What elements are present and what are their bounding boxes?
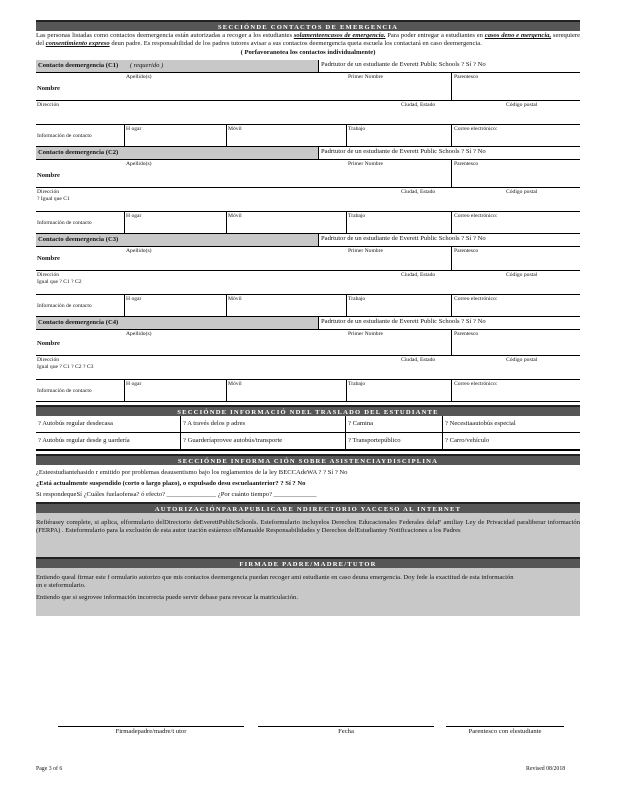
section-emergency-contacts-title: SECCIÓNDE CONTACTOS DE EMERGENCIA <box>36 20 580 31</box>
ciudad-estado-label: Ciudad, Estado <box>401 101 436 108</box>
nombre-label: Nombre <box>37 339 60 347</box>
info-contacto-label: Información de contacto <box>37 387 92 394</box>
hogar-label: H ogar <box>126 125 142 132</box>
hogar-label: H ogar <box>126 295 142 302</box>
directory-text: Refiérasey complete, si aplica, elformulario delDirectorio deEverettPublicSchools. Esteformulario incluyelos Derechos Educacionales Federales delaF amiliay Ley de Privacidad paraliberar información (FERPA) . Esteformulario para la exclusión de esta autor ización estáenxo elManualde Responsabilidades y Derechos delEstudiantey Notificaciones a los Padres <box>36 513 580 557</box>
signature-statement-line1: Entiendo queal firmar este f ormulario autorizo que mis contactos deemergencia puedan recoger ami estudiante en caso deuna emergencia. Doy fede la exactitud de esta información en e steformulario. <box>36 573 514 589</box>
signature-statement <box>36 568 580 616</box>
page-number: Page 3 of 6 <box>36 766 63 772</box>
transport-option[interactable]: ? Carro/vehículo <box>445 436 490 444</box>
intro-part2: Para poder entregar a estudiantes en <box>387 32 483 39</box>
transport-option[interactable]: ? Guarderíaprovee autobús/transporte <box>181 433 346 449</box>
contact-info-row <box>36 212 580 233</box>
suspension-question[interactable]: ¿Está actualmente suspendido (corto o largo plazo), o expulsado desu escuelaanterior? ? Sí ? No <box>36 479 306 487</box>
primer-nombre-label: Primer Nombre <box>348 160 383 167</box>
info-contacto-label: Información de contacto <box>37 219 92 226</box>
signature-line <box>58 726 244 727</box>
emergency-intro-text <box>36 31 580 49</box>
contact-header-row <box>36 317 580 330</box>
transport-option[interactable]: ? A través delos p adres <box>181 416 346 432</box>
parent-question[interactable]: Padrtutor de un estudiante de Everett Public Schools ? Sí ? No <box>321 60 486 68</box>
divider <box>451 247 452 270</box>
primer-nombre-label: Primer Nombre <box>348 73 383 80</box>
apellido-label: Apellido(s) <box>126 73 152 80</box>
apellido-label: Apellido(s) <box>126 160 152 167</box>
trabajo-label: Trabajo <box>348 125 366 132</box>
parentesco-label: Parentesco <box>454 160 479 167</box>
section-transport-title: SECCIÓNDE INFORMACIÓ NDEL TRASLADO DEL ESTUDIANTE <box>36 405 580 416</box>
intro-part4: deun padre. Es responsabilidad de los padres tutores avisar a sus contactos deemergencia queia escuela los contactará en caso deemergencia. <box>111 40 482 48</box>
transport-option[interactable]: ? Camina <box>346 416 443 432</box>
transport-options-row2 <box>36 433 580 451</box>
same-as-option[interactable]: ? Igual que C1 <box>37 195 70 202</box>
parentesco-label: Parentesco <box>454 247 479 254</box>
contact-title <box>36 317 318 329</box>
ciudad-estado-label: Ciudad, Estado <box>401 188 436 195</box>
movil-label: Móvil <box>228 380 242 387</box>
parent-question[interactable]: Padrtutor de un estudiante de Everett Public Schools ? Sí ? No <box>321 234 486 242</box>
contact-header-row <box>36 60 580 73</box>
emergency-contact-block <box>36 317 580 402</box>
nombre-label: Nombre <box>37 171 60 179</box>
ciudad-estado-label: Ciudad, Estado <box>401 271 436 278</box>
apellido-label: Apellido(s) <box>126 247 152 254</box>
emergency-contact-block <box>36 147 580 234</box>
apellido-label: Apellido(s) <box>126 330 152 337</box>
signature-statement-line2: Entiendo que si segrovee información incorrecta puede servir debase para revocar la matriculación. <box>36 594 298 602</box>
correo-label: Correo electrónico: <box>454 295 498 302</box>
required-note: ( requerido ) <box>129 61 164 69</box>
date-label: Fecha <box>338 728 354 735</box>
divider <box>346 380 347 401</box>
contact-title-text: Contacto deemergencia (C2) <box>38 148 119 156</box>
intro-underline1: solamenteencasos de emergencia. <box>293 32 386 39</box>
contact-title-text: Contacto deemergencia (C4) <box>38 318 119 326</box>
contact-title-text: Contacto deemergencia (C3) <box>38 235 119 243</box>
contact-name-row <box>36 160 580 188</box>
primer-nombre-label: Primer Nombre <box>348 247 383 254</box>
ciudad-estado-label: Ciudad, Estado <box>401 356 436 363</box>
contact-address-row <box>36 101 580 125</box>
divider <box>451 125 452 146</box>
emergency-contact-block <box>36 234 580 317</box>
nombre-label: Nombre <box>37 254 60 262</box>
intro-part3: serequiere del <box>36 32 580 48</box>
list-individually-note: ( Porfavoranotea los contactos individualmente) <box>240 49 376 57</box>
info-contacto-label: Información de contacto <box>37 132 92 139</box>
relation-label: Parentesco con elestudiante <box>468 728 542 735</box>
becca-question[interactable]: ¿Esteestudiantehasido r emitido por problemas deausentismo bajo los reglamentos de la ley BECCAdeWA ? ? Sí ? No <box>36 468 348 476</box>
contact-title <box>36 234 318 246</box>
contact-header-row <box>36 234 580 247</box>
divider <box>346 295 347 316</box>
transport-option[interactable]: ? Necesitaautobús especial <box>445 419 516 427</box>
divider <box>451 295 452 316</box>
parent-signature-label: Firmadepadre/madre/t utor <box>115 728 187 735</box>
revised-date: Revised 08/2018 <box>526 766 566 772</box>
divider <box>318 147 319 159</box>
hogar-label: H ogar <box>126 380 142 387</box>
relation-field[interactable] <box>446 726 564 736</box>
date-field[interactable] <box>258 726 434 736</box>
direccion-label: Dirección <box>37 188 60 195</box>
correo-label: Correo electrónico: <box>454 212 498 219</box>
correo-label: Correo electrónico: <box>454 125 498 132</box>
codigo-postal-label: Código postal <box>506 356 538 363</box>
divider <box>451 160 452 187</box>
contact-address-row <box>36 271 580 295</box>
divider <box>226 380 227 401</box>
direccion-label: Dirección <box>37 356 60 363</box>
divider <box>124 380 125 401</box>
divider <box>451 380 452 401</box>
contact-address-row <box>36 356 580 380</box>
parentesco-label: Parentesco <box>454 330 479 337</box>
parent-question[interactable]: Padrtutor de un estudiante de Everett Public Schools ? Sí ? No <box>321 147 486 155</box>
contact-name-row <box>36 247 580 271</box>
same-as-option[interactable]: Igual que ? C1 ? C2 <box>37 278 82 285</box>
divider <box>451 330 452 355</box>
emergency-contact-block <box>36 60 580 147</box>
codigo-postal-label: Código postal <box>506 188 538 195</box>
divider <box>226 212 227 233</box>
nombre-label: Nombre <box>37 84 60 92</box>
section-attendance-title: SECCIÓNDE INFORMA CIÓN SOBRE ASISTENCIAYDISCIPLINA <box>36 454 580 465</box>
primer-nombre-label: Primer Nombre <box>348 330 383 337</box>
contact-info-row <box>36 380 580 401</box>
transport-option[interactable]: ? Autobús regular desdecasa <box>36 416 181 432</box>
contact-title-text: Contacto deemergencia (C1) <box>38 61 119 69</box>
same-as-option[interactable]: Igual que ? C1 ? C2 ? C3 <box>37 363 94 370</box>
section-directory-title: AUTORIZACIÓNPARAPUBLICARE NDIRECTORIO YACCESO AL INTERNET <box>36 502 580 513</box>
relation-line <box>446 726 564 727</box>
codigo-postal-label: Código postal <box>506 101 538 108</box>
intro-underline2: casos deno e mergencia, <box>484 32 552 39</box>
divider <box>226 295 227 316</box>
section-signature-title: FIRMADE PADRE/MADRE/TUTOR <box>36 557 580 568</box>
transport-options-row1 <box>36 416 580 433</box>
date-line <box>258 726 434 727</box>
contact-name-row <box>36 330 580 356</box>
transport-option[interactable]: ? Transportepúblico <box>346 433 443 449</box>
direccion-label: Dirección <box>37 101 60 108</box>
divider <box>318 234 319 246</box>
trabajo-label: Trabajo <box>348 295 366 302</box>
form-page <box>36 20 580 616</box>
divider <box>451 212 452 233</box>
contact-title <box>36 60 318 72</box>
contact-address-row <box>36 188 580 212</box>
correo-label: Correo electrónico: <box>454 380 498 387</box>
parent-signature-field[interactable] <box>58 726 244 736</box>
parentesco-label: Parentesco <box>454 73 479 80</box>
hogar-label: H ogar <box>126 212 142 219</box>
divider <box>124 212 125 233</box>
offense-question[interactable]: Si respondequeSí ¿Cuáles fuelaofensa? ó efecto? _______________ ¿Por cuánto tiempo? _____________ <box>36 490 317 498</box>
contact-title <box>36 147 318 159</box>
codigo-postal-label: Código postal <box>506 271 538 278</box>
contact-info-row <box>36 125 580 146</box>
movil-label: Móvil <box>228 295 242 302</box>
intro-part1: Las personas listadas como contactos deemergencia están autorizadas a recoger a los estudiantes <box>36 32 293 39</box>
trabajo-label: Trabajo <box>348 212 366 219</box>
parent-question[interactable]: Padrtutor de un estudiante de Everett Public Schools ? Sí ? No <box>321 317 486 325</box>
movil-label: Móvil <box>228 212 242 219</box>
contacts-container <box>36 60 580 402</box>
divider <box>226 125 227 146</box>
divider <box>346 125 347 146</box>
movil-label: Móvil <box>228 125 242 132</box>
divider <box>451 73 452 100</box>
transport-option[interactable]: ? Autobús regular desde g uardería <box>36 433 181 449</box>
contact-name-row <box>36 73 580 101</box>
divider <box>124 295 125 316</box>
direccion-label: Dirección <box>37 271 60 278</box>
divider <box>318 317 319 329</box>
trabajo-label: Trabajo <box>348 380 366 387</box>
contact-header-row <box>36 147 580 160</box>
divider <box>124 125 125 146</box>
intro-underline3: consentimiento expreso <box>45 40 110 48</box>
contact-info-row <box>36 295 580 316</box>
divider <box>318 60 319 72</box>
divider <box>346 212 347 233</box>
info-contacto-label: Información de contacto <box>37 302 92 309</box>
